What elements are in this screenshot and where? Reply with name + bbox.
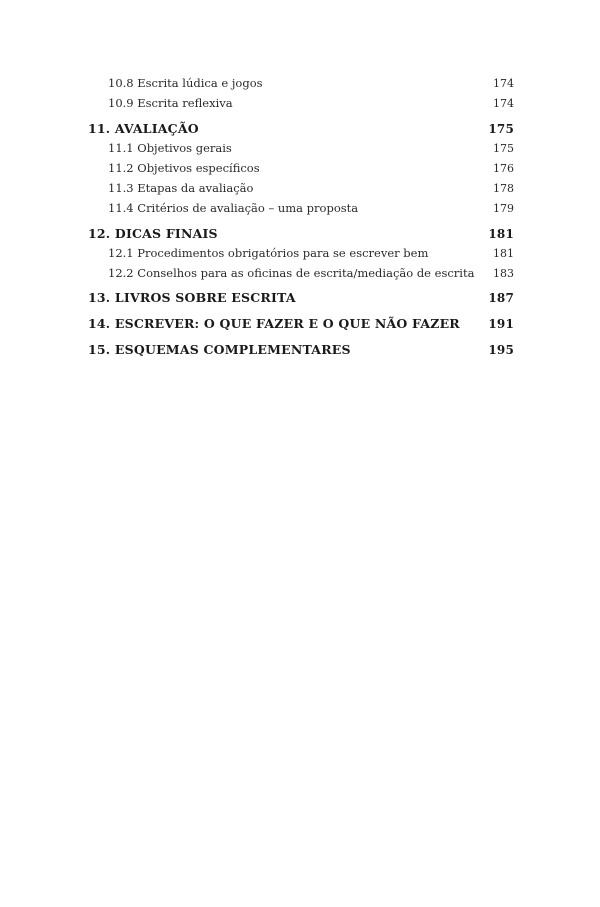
toc-entry-page: 179 (493, 202, 514, 215)
toc-entry-page: 183 (493, 267, 514, 280)
toc-chapter-14 (88, 316, 514, 336)
toc-chapter-number: 14. (88, 316, 111, 331)
toc-chapter-label (88, 226, 218, 241)
toc-entry-label (108, 201, 358, 215)
toc-entry-label (108, 246, 428, 260)
toc-entry-label (108, 161, 260, 175)
toc-entry-label (108, 141, 232, 155)
toc-chapter-number: 12. (88, 226, 111, 241)
toc-chapter-page: 191 (488, 317, 514, 331)
toc-chapter-12 (88, 226, 514, 246)
toc-entry-label (108, 96, 233, 110)
toc-entry-number: 11.3 (108, 181, 134, 195)
toc-chapter-number: 11. (88, 121, 111, 136)
toc-chapter-page: 175 (488, 122, 514, 136)
toc-chapter-title: AVALIAÇÃO (114, 121, 199, 136)
toc-chapter-label (88, 342, 351, 357)
toc-entry-10-8 (108, 76, 514, 96)
toc-entry-number: 11.1 (108, 141, 134, 155)
toc-entry-11-4 (108, 201, 514, 221)
toc-entry-number: 10.9 (108, 96, 134, 110)
toc-chapter-label (88, 316, 460, 331)
toc-entry-title: Escrita lúdica e jogos (137, 76, 263, 90)
toc-chapter-number: 15. (88, 342, 111, 357)
toc-entry-page: 175 (493, 142, 514, 155)
toc-entry-12-2 (108, 266, 514, 286)
toc-entry-title: Objetivos específicos (137, 161, 260, 175)
toc-entry-number: 12.1 (108, 246, 134, 260)
toc-entry-label (108, 181, 253, 195)
toc-chapter-label (88, 290, 296, 305)
toc-entry-11-2 (108, 161, 514, 181)
toc-entry-12-1 (108, 246, 514, 266)
toc-entry-number: 12.2 (108, 266, 134, 280)
toc-entry-label (108, 266, 474, 280)
toc-entry-title: Escrita reflexiva (137, 96, 233, 110)
toc-entry-page: 174 (493, 77, 514, 90)
toc-entry-page: 178 (493, 182, 514, 195)
toc-chapter-page: 187 (488, 291, 514, 305)
toc-chapter-11 (88, 121, 514, 141)
toc-entry-10-9 (108, 96, 514, 116)
toc-entry-11-1 (108, 141, 514, 161)
toc-entry-title: Critérios de avaliação – uma proposta (137, 201, 359, 215)
toc-entry-title: Etapas da avaliação (137, 181, 254, 195)
toc-chapter-title: ESCREVER: O QUE FAZER E O QUE NÃO FAZER (114, 316, 460, 331)
toc-chapter-15 (88, 342, 514, 362)
toc-entry-label (108, 76, 263, 90)
toc-chapter-title: LIVROS SOBRE ESCRITA (114, 290, 296, 305)
toc-chapter-title: ESQUEMAS COMPLEMENTARES (114, 342, 351, 357)
toc-entry-number: 10.8 (108, 76, 134, 90)
toc-entry-title: Objetivos gerais (137, 141, 232, 155)
toc-entry-number: 11.2 (108, 161, 134, 175)
toc-entry-title: Procedimentos obrigatórios para se escrever bem (137, 246, 429, 260)
toc-chapter-page: 195 (488, 343, 514, 357)
toc-entry-title: Conselhos para as oficinas de escrita/mediação de escrita (137, 266, 475, 280)
toc-chapter-number: 13. (88, 290, 111, 305)
toc-chapter-page: 181 (488, 227, 514, 241)
toc-entry-11-3 (108, 181, 514, 201)
toc-entry-page: 174 (493, 97, 514, 110)
toc-chapter-label (88, 121, 199, 136)
toc-chapter-title: DICAS FINAIS (114, 226, 218, 241)
toc-chapter-13 (88, 290, 514, 310)
toc-entry-page: 181 (493, 247, 514, 260)
toc-entry-page: 176 (493, 162, 514, 175)
toc-entry-number: 11.4 (108, 201, 134, 215)
